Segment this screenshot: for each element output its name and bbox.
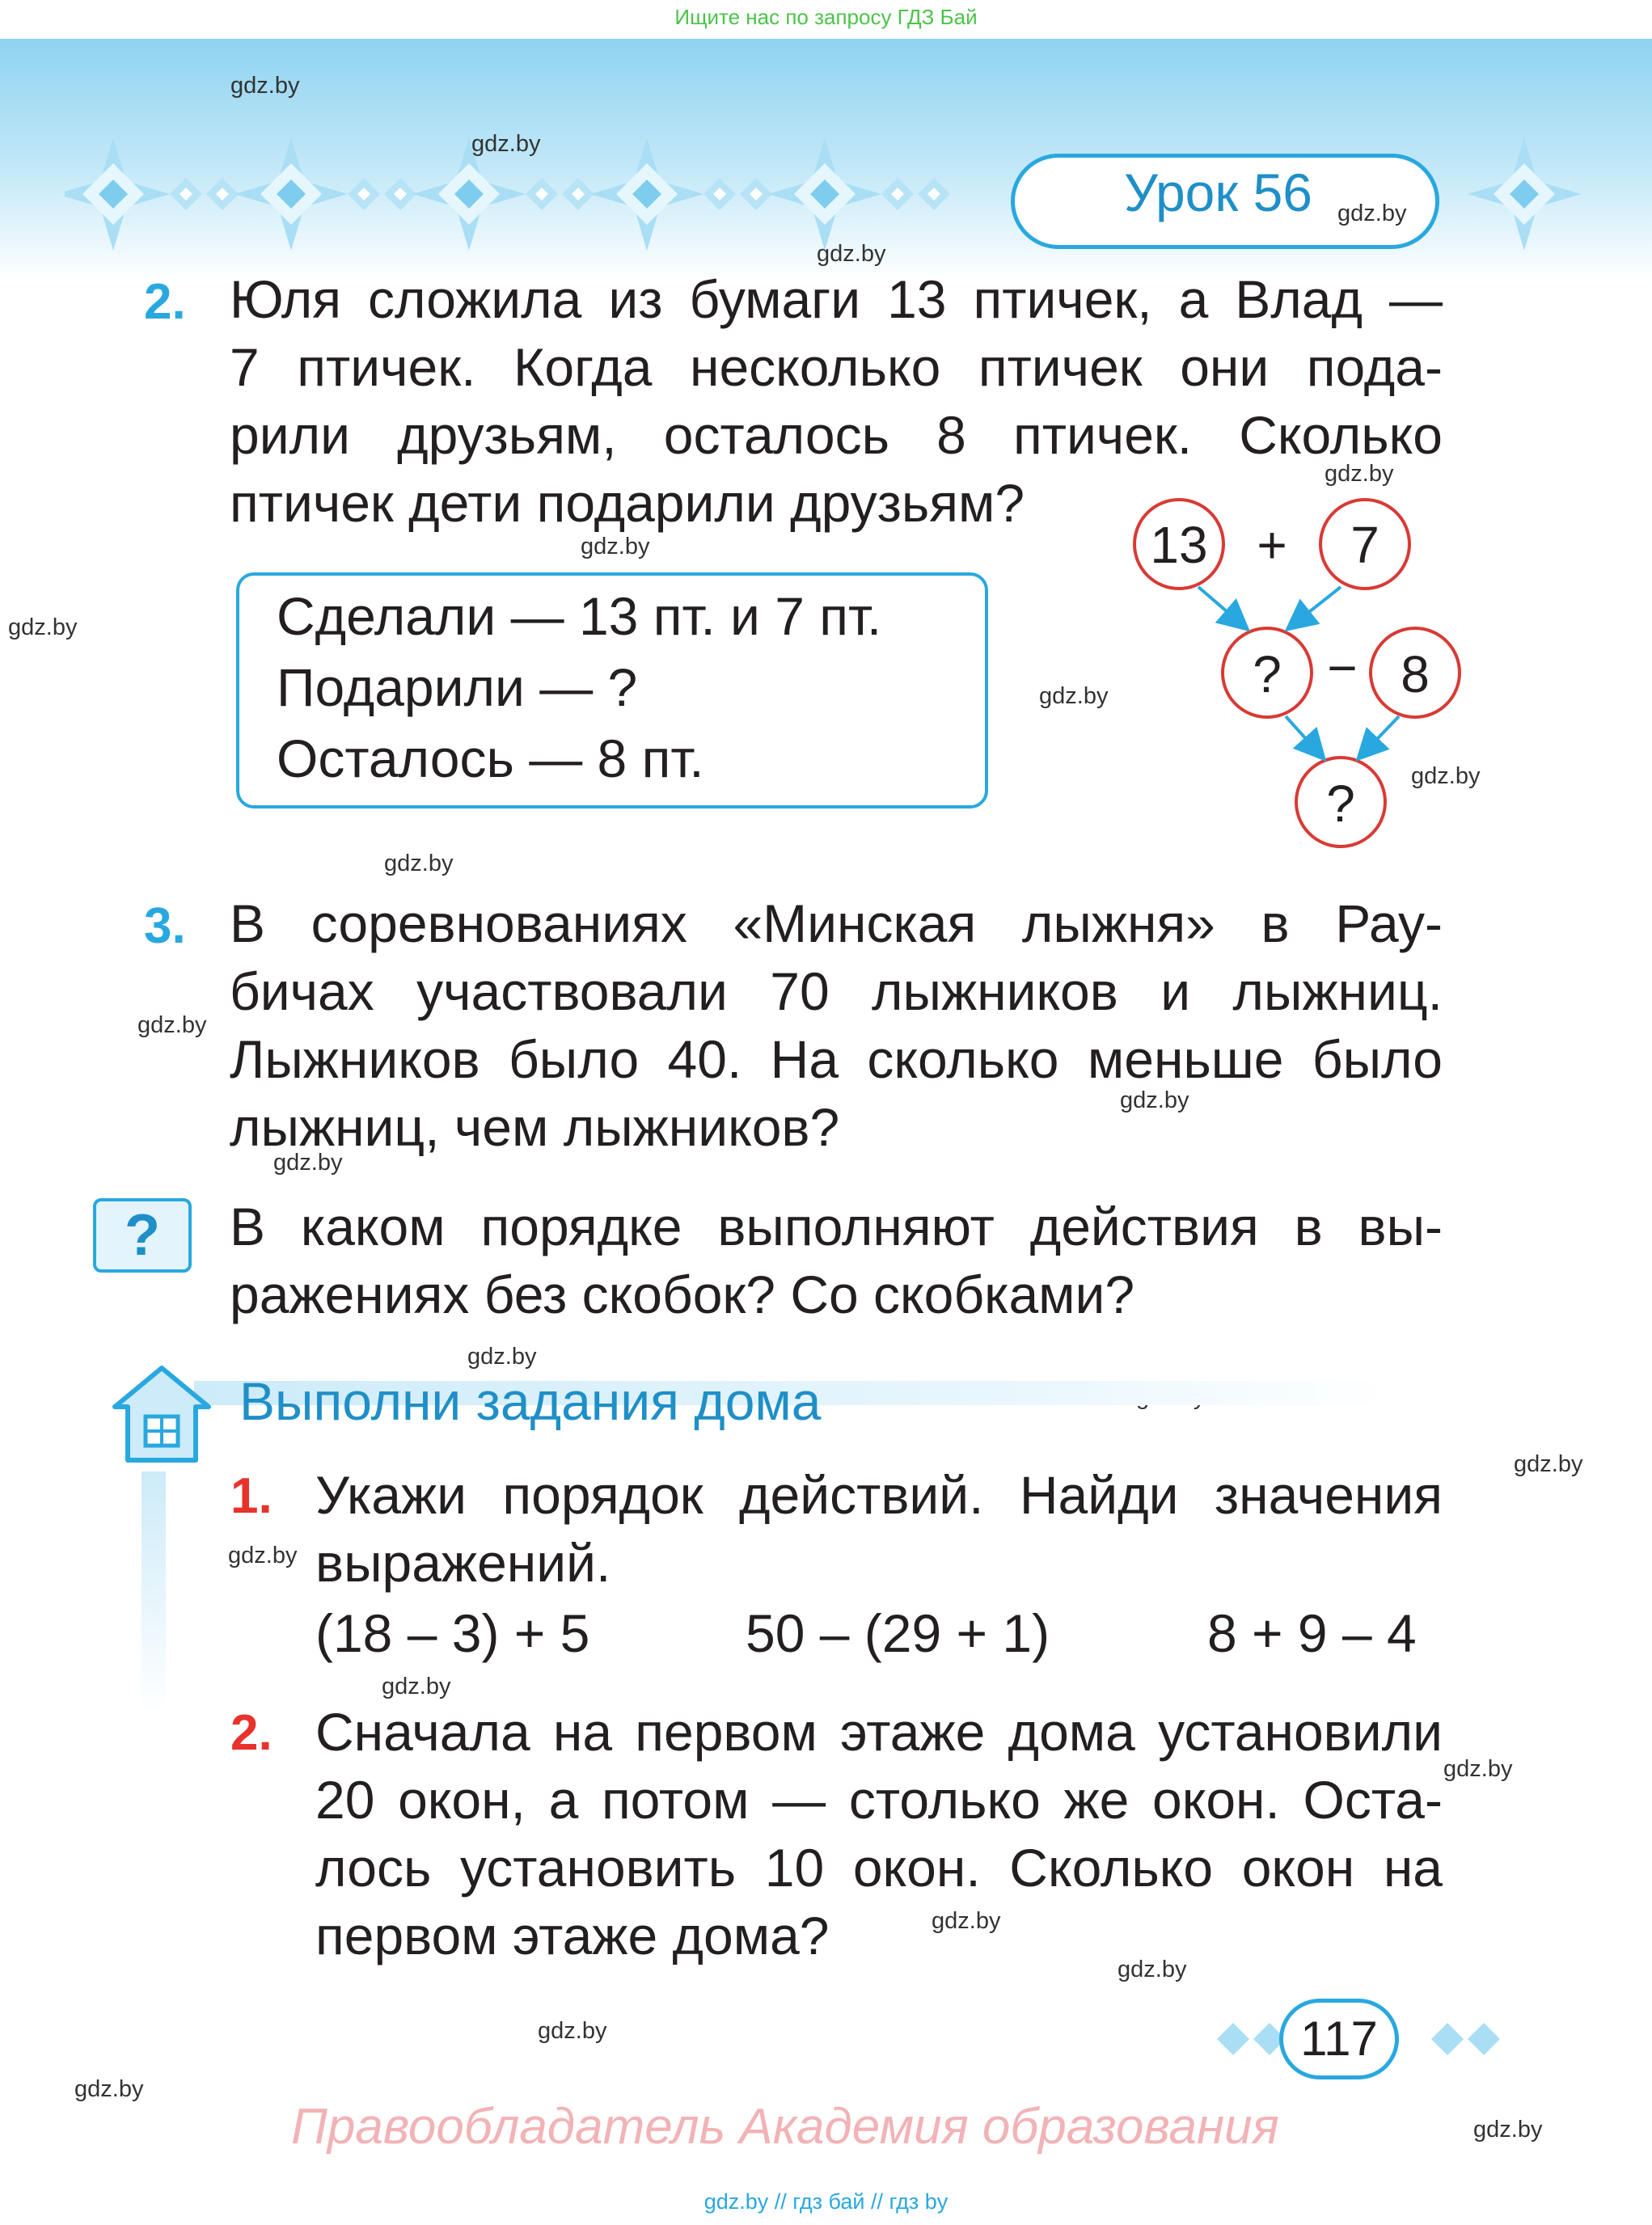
bottom-links[interactable]: gdz.by // гдз бай // гдз by (703, 2189, 949, 2214)
homework-task2-number: 2. (230, 1705, 273, 1761)
condition-line: Подарили — ? (277, 657, 638, 717)
scheme-value: ? (1253, 645, 1282, 703)
scheme-arrow (1290, 587, 1341, 627)
scheme-arrow (1198, 587, 1245, 627)
watermark: gdz.by (1120, 1087, 1189, 1113)
watermark: gdz.by (74, 2076, 144, 2102)
watermark: gdz.by (471, 131, 541, 157)
homework-task2-line: Сначала на первом этаже дома установили (315, 1702, 1443, 1762)
task3-text (230, 889, 1443, 1161)
scheme-value: 13 (1150, 516, 1208, 574)
homework-task1-text (315, 1461, 1443, 1597)
task3-line: Лыжников было 40. На сколько меньше было (230, 1029, 1443, 1089)
solution-scheme (1124, 492, 1480, 855)
task2-line: рили друзьям, осталось 8 птичек. Сколько (230, 405, 1443, 465)
house-icon (105, 1358, 218, 1471)
watermark: gdz.by (1514, 1451, 1583, 1477)
watermark: gdz.by (538, 2018, 607, 2044)
watermark: gdz.by (273, 1150, 343, 1176)
watermark: gdz.by (8, 614, 78, 640)
watermark: gdz.by (1443, 1756, 1513, 1782)
expression-2: 50 – (29 + 1) (746, 1603, 1050, 1663)
expression-3: 8 + 9 – 4 (1207, 1603, 1417, 1663)
watermark: gdz.by (817, 241, 886, 267)
scheme-value: 8 (1401, 645, 1430, 703)
scheme-operator: − (1327, 639, 1358, 697)
question-line: ражениях без скобок? Со скобками? (230, 1264, 1135, 1324)
task2-line: Юля сложила из бумаги 13 птичек, а Влад — (230, 269, 1443, 329)
watermark: gdz.by (1039, 683, 1109, 709)
watermark: gdz.by (932, 1908, 1001, 1934)
homework-side-stripe (142, 1471, 166, 1714)
homework-title: Выполни задания дома (239, 1371, 822, 1431)
watermark: gdz.by (1337, 201, 1407, 226)
copyright-footer: Правообладатель Академия образования (291, 2099, 1279, 2155)
homework-task1-number: 1. (230, 1468, 273, 1524)
task3-line: бичах участвовали 70 лыжников и лыжниц. (230, 961, 1443, 1021)
task2-line: птичек дети подарили друзьям? (230, 473, 1025, 533)
watermark: gdz.by (1118, 1957, 1187, 1982)
top-banner-link[interactable]: Ищите нас по запросу ГДЗ Бай (674, 5, 978, 29)
homework-task2-line: лось установить 10 окон. Сколько окон на (315, 1838, 1443, 1898)
task2-number: 2. (144, 274, 186, 330)
task3-number: 3. (144, 898, 186, 954)
watermark: gdz.by (1411, 763, 1481, 789)
condition-line: Осталось — 8 пт. (277, 728, 704, 788)
watermark: gdz.by (228, 1543, 298, 1568)
homework-task1-line: Укажи порядок действий. Найди значения (315, 1465, 1443, 1525)
ornament-right (1464, 129, 1585, 259)
task3-line: В соревнованиях «Минская лыжня» в Рау- (230, 893, 1443, 953)
watermark: gdz.by (581, 534, 650, 559)
homework-task2-text (315, 1698, 1443, 1970)
watermark: gdz.by (382, 1674, 451, 1699)
scheme-operator: + (1257, 516, 1287, 574)
question-icon: ? (93, 1198, 192, 1273)
watermark: gdz.by (137, 1012, 207, 1038)
task2-line: 7 птичек. Когда несколько птичек они пода- (230, 337, 1443, 397)
question-text (230, 1193, 1443, 1328)
watermark: gdz.by (384, 851, 454, 876)
homework-task1-line: выражений. (315, 1533, 611, 1593)
scheme-value: 7 (1350, 516, 1379, 574)
watermark: gdz.by (1473, 2117, 1543, 2143)
scheme-value: ? (1326, 775, 1355, 833)
watermark: gdz.by (1325, 461, 1394, 487)
lesson-title: Урок 56 (1124, 163, 1312, 222)
scheme-arrow (1360, 716, 1399, 757)
expression-1: (18 – 3) + 5 (315, 1603, 590, 1663)
task3-line: лыжниц, чем лыжников? (230, 1097, 840, 1157)
page-number: 117 (1279, 1999, 1399, 2079)
watermark: gdz.by (230, 73, 300, 99)
homework-task2-line: 20 окон, а потом — столько же окон. Оста- (315, 1770, 1443, 1830)
scheme-arrow (1286, 716, 1322, 757)
homework-task2-line: первом этаже дома? (315, 1906, 830, 1965)
question-line: В каком порядке выполняют действия в вы- (230, 1197, 1443, 1256)
condition-line: Сделали — 13 пт. и 7 пт. (277, 586, 882, 646)
watermark: gdz.by (467, 1344, 537, 1370)
